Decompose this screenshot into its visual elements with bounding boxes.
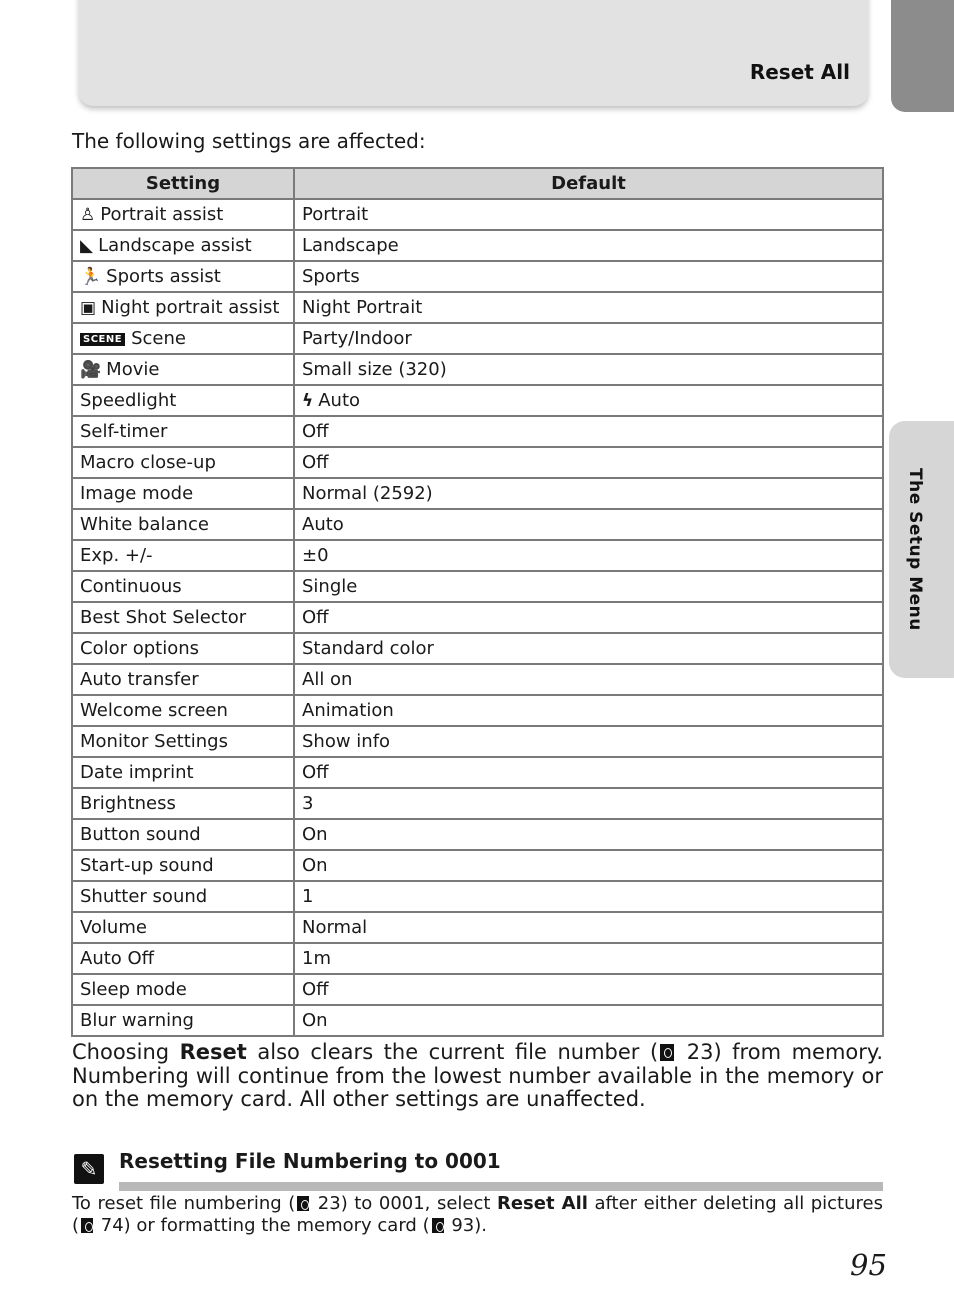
paragraph-text: ) from memory. Numbering will continue from the lowest number available in the memory or on the memory card. All other settings are unaffected. (72, 1040, 883, 1111)
default-cell (294, 912, 883, 943)
setting-cell (72, 292, 294, 323)
setting-label: Sports assist (106, 266, 221, 287)
default-value: 3 (302, 793, 314, 814)
setting-label: Brightness (80, 793, 176, 814)
table-row (72, 602, 883, 633)
flash-icon: ϟ (302, 391, 314, 411)
table-row (72, 478, 883, 509)
setting-label: Start-up sound (80, 855, 214, 876)
default-cell (294, 199, 883, 230)
note-text-part: To reset file numbering ( (72, 1193, 296, 1214)
setting-label: Speedlight (80, 390, 177, 411)
setting-label: Monitor Settings (80, 731, 228, 752)
default-value: Normal (302, 917, 368, 938)
default-cell (294, 788, 883, 819)
setting-label: Auto Off (80, 948, 155, 969)
setting-label: Date imprint (80, 762, 194, 783)
default-cell (294, 943, 883, 974)
default-value: Sports (302, 266, 360, 287)
setting-cell (72, 819, 294, 850)
table-row (72, 850, 883, 881)
setting-label: Auto transfer (80, 669, 199, 690)
setting-label: Scene (131, 328, 186, 349)
setting-cell (72, 788, 294, 819)
default-cell (294, 602, 883, 633)
page-reference-icon (660, 1044, 674, 1061)
setting-cell (72, 571, 294, 602)
table-row (72, 354, 883, 385)
default-value: Single (302, 576, 358, 597)
reset-explanation (72, 1041, 883, 1112)
default-value: Small size (320) (302, 359, 447, 380)
default-cell (294, 974, 883, 1005)
page-reference-icon (297, 1196, 309, 1211)
default-cell (294, 881, 883, 912)
default-value: Off (302, 762, 329, 783)
setting-label: Welcome screen (80, 700, 228, 721)
column-header-default: Default (294, 168, 883, 199)
note-text-part: after either deleting all pictures ( (72, 1193, 883, 1236)
default-cell (294, 726, 883, 757)
default-cell (294, 478, 883, 509)
page-header (79, 0, 868, 106)
setting-cell (72, 664, 294, 695)
setting-cell (72, 912, 294, 943)
setting-label: Blur warning (80, 1010, 194, 1031)
default-value: On (302, 855, 328, 876)
default-cell (294, 230, 883, 261)
setting-cell (72, 323, 294, 354)
scene-icon: SCENE (80, 333, 125, 346)
setting-cell (72, 726, 294, 757)
default-value: All on (302, 669, 353, 690)
table-row (72, 695, 883, 726)
note-text-part: ). (474, 1215, 487, 1236)
page-reference: 23 (686, 1040, 714, 1064)
setting-cell (72, 230, 294, 261)
setting-cell (72, 385, 294, 416)
table-row (72, 943, 883, 974)
default-cell (294, 1005, 883, 1036)
table-row (72, 571, 883, 602)
setting-cell (72, 478, 294, 509)
default-value: Auto (302, 514, 344, 535)
setting-label: Best Shot Selector (80, 607, 247, 628)
default-value: Show info (302, 731, 391, 752)
sports-assist-icon: 🏃 (80, 267, 102, 287)
setting-cell (72, 602, 294, 633)
default-value: Off (302, 452, 329, 473)
setting-label: Landscape assist (98, 235, 252, 256)
default-value: Standard color (302, 638, 434, 659)
setting-cell (72, 509, 294, 540)
table-row (72, 974, 883, 1005)
paragraph-text: Choosing (72, 1040, 180, 1064)
default-value: Off (302, 607, 329, 628)
default-cell (294, 416, 883, 447)
table-row (72, 416, 883, 447)
note-pencil-icon: ✎ (74, 1154, 104, 1184)
default-value: 1m (302, 948, 331, 969)
default-value: Party/Indoor (302, 328, 412, 349)
default-value: Normal (2592) (302, 483, 433, 504)
landscape-assist-icon: ◣ (80, 236, 94, 256)
setting-cell (72, 850, 294, 881)
setting-cell (72, 881, 294, 912)
setting-label: Night portrait assist (101, 297, 280, 318)
settings-table-body (72, 199, 883, 1036)
table-row (72, 664, 883, 695)
page-title: Reset All (749, 60, 850, 84)
default-value: Off (302, 421, 329, 442)
table-row (72, 540, 883, 571)
paragraph-text: also clears the current file number ( (246, 1040, 659, 1064)
default-value: Auto (318, 390, 361, 411)
table-row (72, 292, 883, 323)
default-value: On (302, 824, 328, 845)
default-cell (294, 633, 883, 664)
setting-label: Movie (106, 359, 160, 380)
setting-label: Sleep mode (80, 979, 187, 1000)
default-value: 1 (302, 886, 314, 907)
default-value: ±0 (302, 545, 329, 566)
table-row (72, 1005, 883, 1036)
intro-text: The following settings are affected: (72, 129, 426, 153)
default-value: Portrait (302, 204, 369, 225)
setting-label: White balance (80, 514, 209, 535)
default-cell (294, 757, 883, 788)
default-cell (294, 540, 883, 571)
default-cell (294, 261, 883, 292)
note-title: Resetting File Numbering to 0001 (119, 1149, 501, 1173)
page-reference: 74 (100, 1215, 124, 1236)
page-reference-icon (81, 1218, 93, 1233)
default-cell (294, 664, 883, 695)
setting-label: Portrait assist (100, 204, 224, 225)
setting-cell (72, 261, 294, 292)
note-divider (119, 1182, 883, 1191)
table-row (72, 726, 883, 757)
default-cell (294, 385, 883, 416)
table-row (72, 323, 883, 354)
column-header-setting: Setting (72, 168, 294, 199)
note-bold-term: Reset All (496, 1193, 588, 1214)
setting-cell (72, 1005, 294, 1036)
setting-label: Color options (80, 638, 200, 659)
setting-label: Exp. +/- (80, 545, 153, 566)
night-portrait-assist-icon: ▣ (80, 298, 97, 318)
setting-cell (72, 540, 294, 571)
default-cell (294, 509, 883, 540)
default-cell (294, 354, 883, 385)
table-row (72, 757, 883, 788)
table-row (72, 199, 883, 230)
note-text-part: ) to 0001, select (340, 1193, 497, 1214)
setting-cell (72, 199, 294, 230)
table-row (72, 912, 883, 943)
setting-cell (72, 695, 294, 726)
setting-label: Volume (80, 917, 147, 938)
chapter-tab (891, 0, 954, 112)
default-cell (294, 695, 883, 726)
default-value: Night Portrait (302, 297, 423, 318)
paragraph-bold-term: Reset (179, 1040, 247, 1064)
setting-cell (72, 757, 294, 788)
note-text (72, 1193, 883, 1237)
default-cell (294, 850, 883, 881)
default-value: On (302, 1010, 328, 1031)
table-row (72, 788, 883, 819)
table-row (72, 509, 883, 540)
setting-label: Continuous (80, 576, 182, 597)
setting-cell (72, 447, 294, 478)
page-reference: 93 (451, 1215, 475, 1236)
page-number: 95 (850, 1248, 887, 1282)
settings-table (71, 167, 884, 1037)
table-row (72, 261, 883, 292)
page-reference-icon (432, 1218, 444, 1233)
default-cell (294, 819, 883, 850)
default-cell (294, 292, 883, 323)
setting-cell (72, 974, 294, 1005)
table-row (72, 447, 883, 478)
default-cell (294, 571, 883, 602)
setting-label: Image mode (80, 483, 194, 504)
table-row (72, 230, 883, 261)
setting-label: Self-timer (80, 421, 168, 442)
default-value: Off (302, 979, 329, 1000)
note-text-part: ) or formatting the memory card ( (123, 1215, 430, 1236)
table-row (72, 881, 883, 912)
setting-label: Macro close-up (80, 452, 216, 473)
table-row (72, 633, 883, 664)
table-row (72, 819, 883, 850)
default-value: Animation (302, 700, 394, 721)
default-cell (294, 323, 883, 354)
portrait-assist-icon: ♙ (80, 205, 96, 225)
movie-icon: 🎥 (80, 360, 102, 380)
table-row (72, 385, 883, 416)
page-reference: 23 (317, 1193, 341, 1214)
side-section-label: The Setup Menu (905, 468, 925, 631)
setting-cell (72, 943, 294, 974)
setting-cell (72, 354, 294, 385)
table-header-row (72, 168, 883, 199)
setting-cell (72, 416, 294, 447)
setting-cell (72, 633, 294, 664)
setting-label: Shutter sound (80, 886, 208, 907)
setting-label: Button sound (80, 824, 201, 845)
default-cell (294, 447, 883, 478)
default-value: Landscape (302, 235, 399, 256)
